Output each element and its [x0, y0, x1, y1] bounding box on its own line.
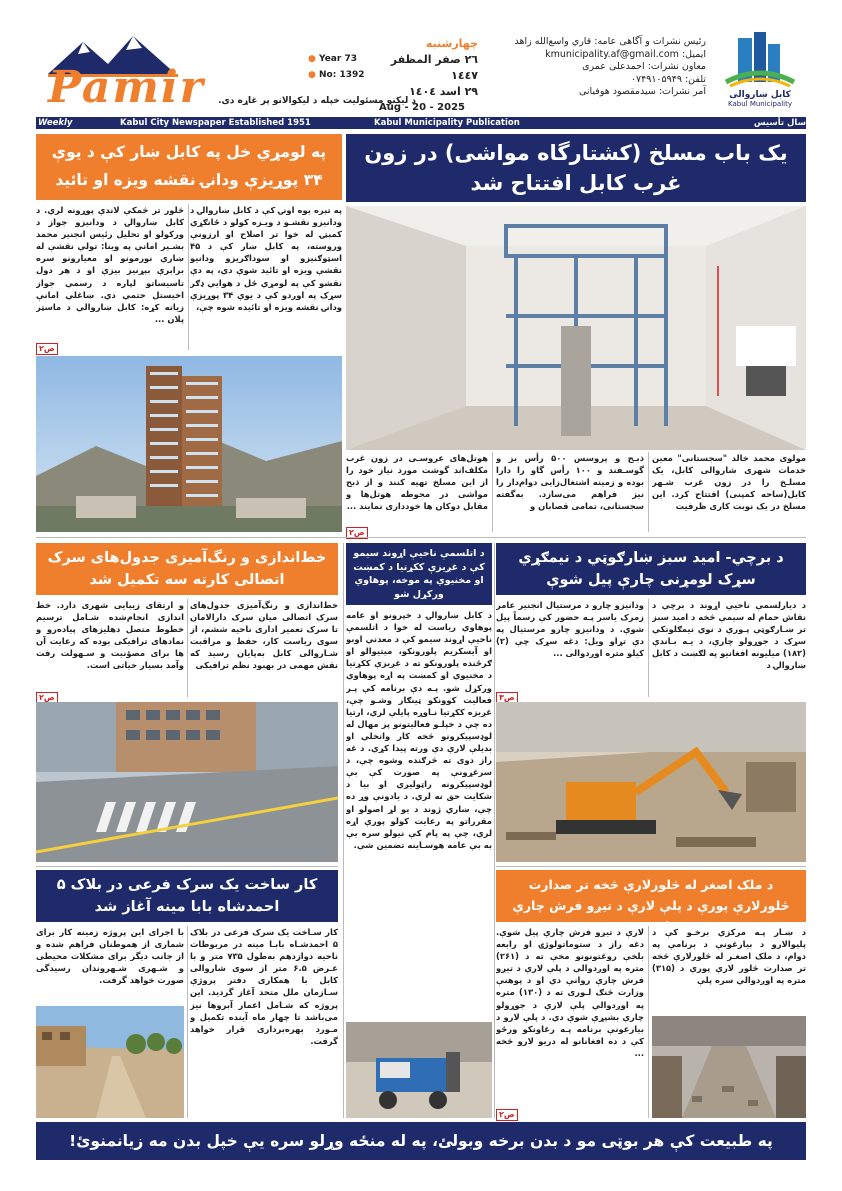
slaughterhouse-photo-icon	[346, 206, 806, 450]
excavator-icon	[496, 702, 806, 862]
lane-col-left-wrap	[36, 599, 184, 702]
municipality-name-ps: کابل ښاروالی	[729, 90, 791, 100]
staff-line: ایمیل: kmunicipality.af@gmail.com	[545, 48, 706, 60]
divider	[648, 599, 649, 697]
staff-line: تلفن: ۰۷۴۹۱۰۵۹۴۹	[630, 73, 706, 85]
year-badge: ● Year 73	[308, 54, 357, 64]
middle-body: د کابل ښاروالۍ د خپرونو او عامه پوهاوي ریاست له خوا د اتلسمې ناحیې اړوند سیمو کې د معدني اوبو او آیسکریم پلورونکو، میتیوالو او ګرځنده پلورونکو ته د غږیزې ککړتیا د مخنیوي او کمښت په اړه پوهاوي ورکړل شو. پـه دې برنامه کې پـر فعالیت کوونکو ټینګار وشـو چې، غږیزه ککړتیا نـاوړه پایلې لري، ارتیا ده چې د خپلـو فعالیتونو پر مهال له لوډسپیکرونو څخه کار وانخلي او بدیلې لارې دې ورته پیدا کړي. د غه راز دوی ته څرګنده وشوه چې، د سرغړونې په صورت کې بې لوډسپیکرونه راټولیږي او بیا د شکایت حق نه لري. د یادونې وړ ده چې، ښاري ژوند د یو لړ اصولو او مقرراتو په رعایت کولو پورې اړه لري، چې په پام کې نیولو سره یې به بې عامه هوسـاینه تضمین شي.	[346, 610, 492, 850]
page-ref: ص۲	[36, 692, 58, 704]
staff-line: معاون نشرات: احمدعلی عمری	[582, 61, 706, 72]
lead-headline: یک باب مسلخ (کشتارگاه مواشی) در زون غرب کابل افتتاح شد	[346, 134, 806, 202]
column-divider	[494, 543, 495, 1118]
issue-text: No: 1392	[319, 70, 365, 80]
subtitle-bar	[36, 117, 806, 129]
divider	[492, 452, 493, 532]
staff-list	[506, 36, 706, 99]
subroad-col-right: کار سـاخت یک سرک فرعی در بلاک ۵ احمدشـاه بابـا مینه در مربوطات ناحیه دوازدهم به‌طول ۷۳۵ متر و با عـرض ۶.۵ متر از سوی شاروالی کابل با همکاری دفتر پروژې سـازمان ملل متحد آغاز گردید. این پروژه که شـامل اعمار آبروها نیز می‌باشد تا چهار ماه آینده تکمیل و مـورد بهره‌برداری قرار خواهد گرفت.	[190, 927, 338, 1046]
cart-icon	[346, 1022, 492, 1118]
tiles-col-left-wrap	[496, 926, 644, 1118]
lunar-date: ٢٦ صفر المظفر ١٤٤٧	[390, 53, 478, 82]
pamir-wordmark: Pamir	[48, 62, 205, 113]
column-divider	[343, 543, 344, 1118]
divider	[188, 204, 189, 350]
lane-col-right: خط‌اندازی و رنگ‌آمیزی جدول‌های سرک اتصالی میان سرک دارالامان تا سرک تعمیر اداری ناحیه ششم، از سوی ریاست کار، حفظ و مراقبت شـاروالی کابل به‌پایان رسید که نقش مهمی در بهبود نظم ترافیکی	[190, 600, 338, 671]
tiles-col-right: د ښـار پـه مرکزي برخـو کې د پلیوالارو د بیارغونې د برنامې په دوام، د ملک اصغـر له څلورلارې څخه تر صدارت څلور لارې پورې د (۳۱۵) متره په اوږدوالي سره پلې	[652, 927, 806, 986]
tiles-col-left: لارې د تیږو فرش چارې پیل شوې. دغه راز د ستوماتولوژۍ او رابعه بلخې روغتونونو مخې ته د (۲۶۱) متره په اوږدوالي د پلې لارې د تیږو فرش چارې روانې دي او د پوهنې وزارت څنګ لـوری ته د (۱۳۰) متره په اوږدوالي پلې لارې د جوړولو چارې بشپړې شوې دي. د پلې لارو د بیارغونې برنامه پـه رغاونکو ورځو کې د ده افغانانو له دریو لارو څخه ...	[496, 927, 644, 1058]
lead-col-2: ذبـح و پروسس ۵۰۰ رأس بز و گوسـفند و ۱۰۰ رأس گاو را دارا بوده و زمینه اشتغال‌زایی دوام‌دار را نیز فراهم می‌سازد. به‌گفته سجستانی، تمامی قصابان و	[496, 453, 644, 512]
divider	[187, 599, 188, 697]
staff-line: آمر نشرات: سیدمقصود هوفیانی	[578, 86, 706, 97]
lead-photo	[346, 206, 806, 450]
loudspeaker-cart-photo	[346, 1022, 492, 1118]
weekly-label: Weekly	[38, 118, 73, 128]
lead-col-3: هوتل‌های عروسـی در زون غرب مکلف‌اند گوشت مورد نیاز خود را از این مسلخ تهیه کنند و از ذبح مواشی در محوطه هوتل‌ها و مقابل دوکان ها خودداری نمایند ...	[346, 453, 488, 512]
lead-col-3-wrap	[346, 452, 488, 537]
excavator-photo	[496, 702, 806, 862]
demolition-col-left: ودانیزو چارو د مرستیال انجنیر عامر زمرک یاسر پـه حضور کې رسماً پیل شوې. د ودانیزو چارو مرستیال په دې تړاو ویل: دغه سړک چې (۲) کیلو متره اوږدوالی ...	[496, 600, 644, 659]
year-text: Year 73	[319, 54, 357, 64]
page-ref: ص۲	[36, 343, 58, 355]
disclaimer: د لیکنو مسئولیت خپله د لیکوالانو پر غاړه دی.	[218, 96, 416, 106]
divider	[648, 926, 649, 1118]
weekday: چهارشنبه	[425, 37, 478, 50]
section-divider	[36, 866, 338, 867]
section-divider	[496, 866, 806, 867]
tower-rendering-icon	[36, 356, 342, 532]
page-ref: ص۲	[346, 527, 368, 539]
road-icon	[36, 702, 338, 862]
tower-col-left-wrap	[36, 204, 184, 353]
lane-col-left: و ارتقای زیبایی شهری دارد. خط اندازی انجام‌شده شـامل ترسیم خطوط متصل دهلیزهای پیاده‌رو و نمادهای ترافیکی بوده که رعایت آن ها برای مصؤنیت و سـهولت رفت وآمد بسیار حیاتی است.	[36, 600, 184, 671]
subroad-col-left: با اجرای این پروژه زمینه کار برای شماری از هموطنان فراهم شده و از جانب دیگر برای مشکلات محیطی و شـهری شـهروندان رسیدگی صورت خواهد گرفت.	[36, 927, 184, 986]
page-ref: ص۲	[496, 1109, 518, 1121]
tiles-headline: د ملک اصغر له څلورلارې څخه تر صدارت څلورلارې پورې د پلې لارې د تیږو فرش چارې پیل شوې	[496, 870, 806, 922]
subroad-headline: کار ساخت یک سرک فرعی در بلاک ۵ احمدشاه بابا مینه آغاز شد	[36, 870, 338, 922]
demolition-col-left-wrap	[496, 599, 644, 702]
publication-label: Kabul Municipality Publication	[374, 118, 520, 128]
solar-date: ٢٩ اسد ١٤٠٤	[409, 85, 478, 98]
divider	[648, 452, 649, 532]
masthead	[36, 30, 806, 118]
lead-col-1: مولوی محمد خالد "سجستانی" معین خدمات شهری شاروالی کابل، یک مسلـخ را در زون غرب شـهر کابل(ساحه کمپنی) افتتاح کرد. این مسلخ در یک نوبت کاری ظرفیت	[652, 453, 806, 512]
demolition-col-right: د دیارلسمې ناحیې اړوند د برچي د نقاش حمام له سیمې څخه د امید سبز تر ښـارګوټي پـورې د نوي نیمګلوتکي سړک د جوړولو چارې، د یـه بـاندې (۱۸۲) میلیونه افغانیو په لګښت د کابل ښاروالۍ د	[652, 600, 806, 671]
issue-badge: ● No: 1392	[308, 70, 365, 80]
middle-headline: د اتلسمې ناحیې اړوند سیمو کې د غږیزې ککړتیا د کمښت او مخنیوي په موخه، پوهاوي ورکړل شو	[346, 543, 492, 605]
founded-label: سال تأسیس	[753, 118, 806, 128]
demolition-headline: د برچي- امید سبز ښارګوټي د نیمګړي سړک لومړنی چارې پیل شوې	[496, 543, 806, 595]
established-label: Kabul City Newspaper Established 1951	[120, 118, 311, 128]
city-skyline-icon	[716, 30, 804, 90]
tower-col-left: څلور تر څمکې لاندې پوړونه لري. د کابل ښاروالۍ د ودانیزو جواز د ورکولو او تحلیل رئیس انجنیر محمد بشـیر امانې په وینا: تولې نقشې له ښاري نورمونو او معیارونو سره برابرې بېړنیز بیزې او د هر دول تاسیساتو لپاره د رسمي جواز اخيستل حتمي دي. ښاغلي امانې زیاته کړه: کابل ښاروالي د ماسټر پلان ...	[36, 205, 184, 324]
tower-photo	[36, 356, 342, 532]
section-divider	[36, 537, 806, 538]
pamir-logo	[38, 34, 208, 114]
dirt-road-photo	[36, 1006, 184, 1118]
gregorian-date: Aug - 20 - 2025	[379, 102, 465, 113]
tower-headline: په لومړي خل په کابل ښار کې د یوې ۳۴ پوړیزې ودانۍ نقشه ویزه او تائید شوه	[36, 134, 342, 200]
tower-col-right: په تېره یوه اونۍ کې د کابل ښاروالۍ د ودانیزو نقشـو د ویـزه کولو د ځانګړي کمېټۍ له خوا تر اصلاح او ارزونې وروسته، په کابل ښار کې د ۴۵ اسټوګنیزو او سوداګریزو ودانیو نقشې ویزه او تائید شوې دي، په دې نقشو کې په لومړي ځل د هوايي ډګر سړک په اوږدو کې د یوې ۳۴ پوړیزې ودانۍ نقشه ویزه او تائیده شوه چې،	[190, 205, 342, 312]
lane-headline: خط‌اندازی و رنگ‌آمیزی جدول‌های سرک اتصالی کارته سه تکمیل شد	[36, 543, 338, 595]
divider	[187, 926, 188, 1118]
municipality-logo	[716, 30, 804, 118]
page-ref: ص۳	[496, 692, 518, 704]
staff-line: رئیس نشرات و آگاهی عامه: قاري واسع‌الله زاهد	[514, 36, 706, 47]
sidewalk-icon	[652, 1016, 806, 1118]
dirt-road-icon	[36, 1006, 184, 1118]
municipality-name-en: Kabul Municipality	[728, 100, 792, 108]
footer-slogan: په طبیعت کې هر بوټی مو د بدن برخه وبولئ، په له منځه وړلو سره یې خپل بدن مه زیانمنوئ!	[36, 1122, 806, 1160]
road-markings-photo	[36, 702, 338, 862]
sidewalk-photo	[652, 1016, 806, 1118]
